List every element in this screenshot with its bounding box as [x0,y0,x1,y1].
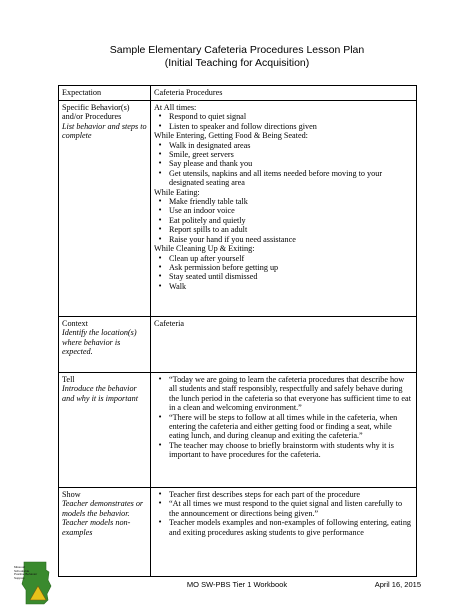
logo-text: Missouri Schoolwide Positive Behavior Support [14,565,38,580]
list-item: • The teacher may choose to briefly brainstorm with students why it is important to have procedures for the cafeteria. [154,441,413,460]
bullet-list [154,375,413,460]
list-item: • Eat politely and quietly [154,216,413,225]
list-item: • Use an indoor voice [154,206,413,215]
bullet-list [154,490,413,537]
list-item: • Teacher models examples and non-examples of following entering, eating and exiting procedures asking students to give performance [154,518,413,537]
group-heading: While Entering, Getting Food & Being Seated: [154,131,308,141]
list-item: • “At all times we must respond to the quiet signal and listen carefully to the announcement or directions being given.” [154,499,413,518]
footer-date: April 16, 2015 [374,580,421,589]
header-cafeteria-procedures: Cafeteria Procedures [151,86,417,101]
bullet-list [154,254,413,292]
context-text: Cafeteria [154,319,184,328]
list-item: • Walk in designated areas [154,141,413,150]
list-item: • Smile, greet servers [154,150,413,159]
bullet-list [154,141,413,188]
row-label: Context [62,319,88,328]
list-item: • Walk [154,282,413,291]
list-item: • Stay seated until dismissed [154,272,413,281]
list-item: • Listen to speaker and follow directions given [154,122,413,131]
row-label: Show [62,490,81,499]
list-item: • “There will be steps to follow at all times while in the cafeteria, when entering the cafeteria and either getting food or finding a seat, while eating lunch, and during cleanup and exiting the cafeteria.” [154,413,413,441]
list-item: • Report spills to an adult [154,225,413,234]
row-hint: List behavior and steps to complete [62,121,147,141]
list-item: • Teacher first describes steps for each part of the procedure [154,490,413,499]
table-header-row [59,86,417,101]
document-subtitle: (Initial Teaching for Acquisition) [164,57,310,69]
table-row-tell [59,373,417,488]
row-hint: Introduce the behavior and why it is important [62,384,138,403]
bullet-list [154,112,413,131]
lesson-plan-table [58,85,417,577]
row-hint: Identify the location(s) where behavior is expected. [62,328,137,357]
document-title: Sample Elementary Cafeteria Procedures Lesson Plan [109,44,365,56]
list-item: • Clean up after yourself [154,254,413,263]
header-expectation: Expectation [59,86,151,101]
bullet-list [154,197,413,244]
list-item: • “Today we are going to learn the cafeteria procedures that describe how all students and staff responsibly, respectfully and safely behave during the lunch period in the cafeteria so that everyone has sufficient time to eat in a clean and welcoming environment.” [154,375,413,413]
list-item: • Get utensils, napkins and all items needed before moving to your designated seating area [154,169,413,188]
table-row-behaviors [59,101,417,317]
list-item: • Raise your hand if you need assistance [154,235,413,244]
list-item: • Make friendly table talk [154,197,413,206]
group-heading: At All times: [154,103,197,112]
list-item: • Say please and thank you [154,159,413,168]
row-hint: Teacher demonstrates or models the behavior. Teacher models non-examples [62,499,144,537]
table-row-show [59,488,417,577]
list-item: • Respond to quiet signal [154,112,413,121]
row-label: Tell [62,375,75,384]
group-heading: While Eating: [154,187,200,197]
group-heading: While Cleaning Up & Exiting: [154,244,255,254]
footer-workbook-label: MO SW-PBS Tier 1 Workbook [186,580,288,589]
list-item: • Ask permission before getting up [154,263,413,272]
table-row-context [59,317,417,373]
row-label: Specific Behavior(s) and/or Procedures [62,103,130,122]
